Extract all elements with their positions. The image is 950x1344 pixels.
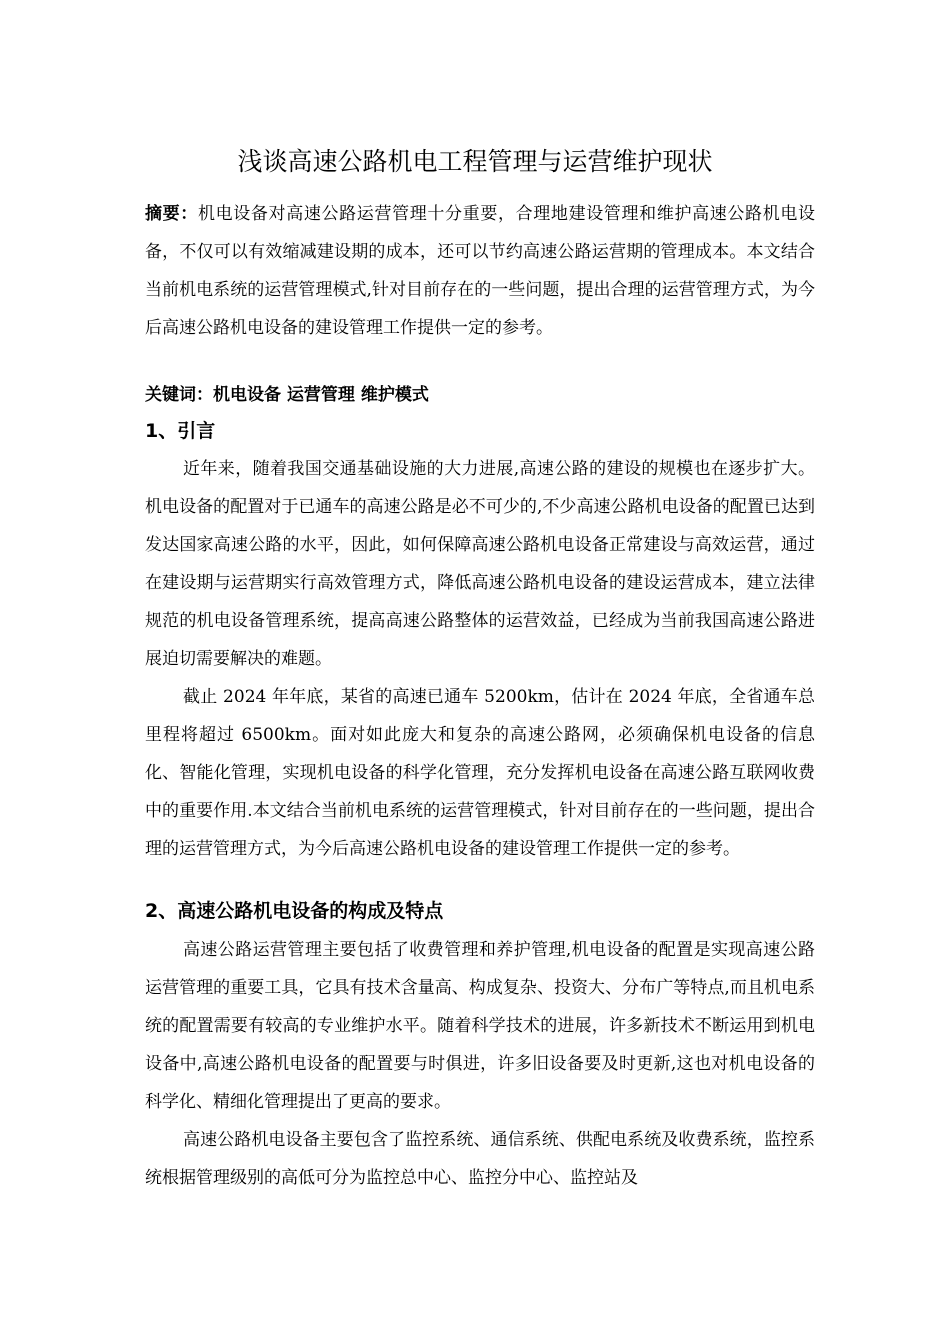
abstract-block (145, 195, 815, 347)
section-2-body (145, 931, 815, 1197)
abstract-text: 机电设备对高速公路运营管理十分重要，合理地建设管理和维护高速公路机电设备，不仅可以有效缩减建设期的成本，还可以节约高速公路运营期的管理成本。本文结合当前机电系统的运营管理模式,针对目前存在的一些问题，提出合理的运营管理方式，为今后高速公路机电设备的建设管理工作提供一定的参考。 (145, 204, 816, 338)
section-1-body (145, 450, 815, 868)
keywords-block (145, 380, 815, 410)
abstract-paragraph (145, 195, 815, 347)
section-2-heading-block (145, 893, 815, 929)
section-heading: 1、引言 (145, 420, 216, 442)
body-paragraph: 近年来，随着我国交通基础设施的大力进展,高速公路的建设的规模也在逐步扩大。机电设备的配置对于已通车的高速公路是必不可少的,不少高速公路机电设备的配置已达到发达国家高速公路的水平，因此，如何保障高速公路机电设备正常建设与高效运营，通过在建设期与运营期实行高效管理方式，降低高速公路机电设备的建设运营成本，建立法律规范的机电设备管理系统，提高高速公路整体的运营效益，已经成为当前我国高速公路进展迫切需要解决的难题。 (145, 459, 815, 669)
body-paragraph: 高速公路运营管理主要包括了收费管理和养护管理,机电设备的配置是实现高速公路运营管理的重要工具，它具有技术含量高、构成复杂、投资大、分布广等特点,而且机电系统的配置需要有较高的专业维护水平。随着科学技术的进展，许多新技术不断运用到机电设备中,高速公路机电设备的配置要与时俱进，许多旧设备要及时更新,这也对机电设备的科学化、精细化管理提出了更高的要求。 (145, 940, 815, 1112)
abstract-label: 摘要： (145, 204, 198, 224)
body-paragraph: 高速公路机电设备主要包含了监控系统、通信系统、供配电系统及收费系统，监控系统根据管理级别的高低可分为监控总中心、监控分中心、监控站及 (145, 1130, 815, 1188)
keywords-line: 关键词：机电设备 运营管理 维护模式 (145, 385, 429, 405)
section-1-heading-block (145, 413, 815, 449)
document-title: 浅谈高速公路机电工程管理与运营维护现状 (237, 147, 713, 176)
body-paragraph: 截止 2024 年年底，某省的高速已通车 5200km，估计在 2024 年底，全省通车总里程将超过 6500km。面对如此庞大和复杂的高速公路网，必须确保机电设备的信息化、智能化管理，实现机电设备的科学化管理，充分发挥机电设备在高速公路互联网收费中的重要作用.本文结合当前机电系统的运营管理模式，针对目前存在的一些问题，提出合理的运营管理方式，为今后高速公路机电设备的建设管理工作提供一定的参考。 (145, 687, 815, 859)
section-heading: 2、高速公路机电设备的构成及特点 (145, 900, 444, 922)
